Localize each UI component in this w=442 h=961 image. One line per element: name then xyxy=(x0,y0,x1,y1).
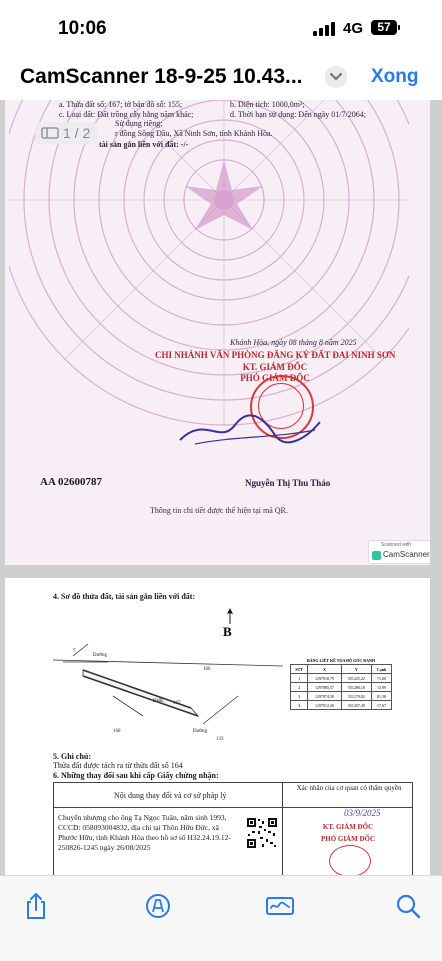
battery-icon: 57 xyxy=(371,20,397,35)
network-type: 4G xyxy=(343,20,364,37)
coord-cell: 81,58 xyxy=(372,692,392,701)
coord-cell: 551286,18 xyxy=(341,683,371,692)
coord-cell: 551207,49 xyxy=(341,701,371,710)
coord-cell: 551279,82 xyxy=(341,692,371,701)
coord-col-edge: Cạnh xyxy=(372,665,392,674)
coordinate-table xyxy=(290,656,392,710)
coord-cell: 17,67 xyxy=(372,701,392,710)
section-5-heading: 5. Ghi chú: xyxy=(53,752,92,761)
camscanner-logo-icon xyxy=(372,551,381,560)
qr-note: Thông tin chi tiết được thể hiện tại mã QR. xyxy=(150,506,288,515)
notes-text: Thửa đất được tách ra từ thửa đất số 164 xyxy=(53,761,183,770)
coordinate-table-title: BẢNG LIỆT KÊ TỌA ĐỘ GÓC RANH xyxy=(306,657,376,663)
svg-text:7: 7 xyxy=(73,649,76,654)
table-row xyxy=(291,701,392,710)
table-row xyxy=(291,674,392,683)
coord-cell: 1297874,50 xyxy=(308,692,341,701)
land-assets-line: tài sản gắn liền với đất: -/- xyxy=(99,140,189,149)
deputy-director-label: PHÓ GIÁM ĐỐC xyxy=(240,373,310,383)
page-indicator-label: 1 / 2 xyxy=(63,125,91,141)
svg-text:BHK: BHK xyxy=(153,699,164,704)
chevron-down-icon xyxy=(330,73,342,81)
coord-cell: 2 xyxy=(291,683,308,692)
kt-director-label: KT. GIÁM ĐỐC xyxy=(242,362,308,372)
land-address-line: r đồng Sông Dầu, Xã Ninh Sơn, tỉnh Khánh Hòa. xyxy=(115,129,273,138)
coord-cell: 1297912,26 xyxy=(308,701,341,710)
coord-cell: 1297918,79 xyxy=(308,674,341,683)
search-icon xyxy=(392,890,424,922)
issuing-office: CHI NHÁNH VĂN PHÒNG ĐĂNG KÝ ĐẤT ĐAI NINH SƠN xyxy=(155,350,396,360)
title-menu-button[interactable] xyxy=(325,66,347,88)
certificate-serial: AA 02600787 xyxy=(40,476,103,488)
change-entry-text: Chuyển nhượng cho ông Tạ Ngọc Tuân, năm sinh 1993, CCCD: 058093004832, địa chỉ tại Thôn Hữu Đức, xã Phước Hữu, tỉnh Khánh Hòa theo hồ sơ số H32.24.19.12-250826-1245 ngày 26/08/2025 xyxy=(58,813,231,852)
coord-cell: 551225,22 xyxy=(341,674,371,683)
section-6-heading: 6. Những thay đổi sau khi cấp Giấy chứng nhận: xyxy=(53,771,219,780)
signature-button[interactable] xyxy=(264,890,296,922)
signature-icon xyxy=(264,890,296,922)
camscanner-watermark xyxy=(368,540,430,564)
qr-code xyxy=(246,817,278,849)
coord-col-y: Y xyxy=(341,665,371,674)
changes-table-divider xyxy=(282,783,283,875)
search-button[interactable] xyxy=(392,890,424,922)
changes-col-content: Nội dung thay đổi và cơ sở pháp lý xyxy=(114,791,227,800)
document-page-2 xyxy=(5,578,430,875)
coord-cell: 71,60 xyxy=(372,674,392,683)
scanned-with-label: Scanned with xyxy=(381,542,412,548)
share-icon xyxy=(20,890,52,922)
thumbnail-icon xyxy=(41,127,59,139)
signature-mark xyxy=(175,410,325,450)
changes-deputy-director: PHÓ GIÁM ĐỐC xyxy=(320,835,376,843)
land-type-line: c. Loại đất: Đất trồng cây hằng năm khác; xyxy=(59,110,194,119)
changes-table xyxy=(53,782,413,875)
coord-col-stt: STT xyxy=(291,665,308,674)
coord-cell: 13,99 xyxy=(372,683,392,692)
share-button[interactable] xyxy=(20,890,52,922)
svg-text:133: 133 xyxy=(216,737,224,742)
parcel-map xyxy=(53,636,283,756)
confirmation-date: 03/9/2025 xyxy=(344,808,381,818)
land-usage-line: Sử dụng riêng; xyxy=(115,119,163,128)
page-indicator[interactable] xyxy=(35,122,97,144)
changes-kt-director: KT. GIÁM ĐỐC xyxy=(322,823,374,831)
table-row xyxy=(291,683,392,692)
coord-cell: 3 xyxy=(291,692,308,701)
document-scroll-area[interactable] xyxy=(0,100,442,875)
land-area-line: b. Diện tích: 1000,0m²; xyxy=(230,100,305,109)
document-title[interactable]: CamScanner 18-9-25 10.43... xyxy=(20,65,303,88)
markup-button[interactable] xyxy=(142,890,174,922)
status-time: 10:06 xyxy=(58,18,107,39)
camscanner-label: CamScanner xyxy=(383,550,430,559)
document-page-1 xyxy=(5,100,430,565)
coord-cell: 1 xyxy=(291,674,308,683)
svg-text:168: 168 xyxy=(113,729,121,734)
signer-name: Nguyễn Thị Thu Thảo xyxy=(245,478,331,488)
done-button[interactable]: Xong xyxy=(371,66,419,87)
signal-icon xyxy=(313,22,337,36)
nav-bar xyxy=(0,58,442,98)
issue-date-line: Khánh Hòa, ngày 08 tháng 8 năm 2025 xyxy=(230,338,357,347)
svg-text:Đường: Đường xyxy=(193,729,207,734)
battery-tip xyxy=(398,25,400,30)
coord-col-x: X xyxy=(308,665,341,674)
svg-text:Đường: Đường xyxy=(93,653,107,658)
coord-cell: 1297885,57 xyxy=(308,683,341,692)
markup-icon xyxy=(142,890,174,922)
north-arrow-label: B xyxy=(223,624,232,639)
north-arrow-icon xyxy=(227,608,233,624)
changes-col-confirm: Xác nhận của cơ quan có thẩm quyền xyxy=(296,784,402,792)
land-parcel-line: a. Thửa đất số: 167; tờ bản đồ số: 155; xyxy=(59,100,183,109)
coord-cell: 4 xyxy=(291,701,308,710)
land-term-line: d. Thời hạn sử dụng: Đến ngày 01/7/2064; xyxy=(230,110,366,119)
bottom-toolbar xyxy=(0,875,442,961)
changes-stamp xyxy=(329,845,371,875)
table-row xyxy=(291,692,392,701)
status-bar xyxy=(0,0,442,58)
svg-text:167: 167 xyxy=(173,701,181,706)
section-4-heading: 4. Sơ đồ thửa đất, tài sản gắn liền với đất: xyxy=(53,592,196,601)
svg-text:166: 166 xyxy=(203,667,211,672)
